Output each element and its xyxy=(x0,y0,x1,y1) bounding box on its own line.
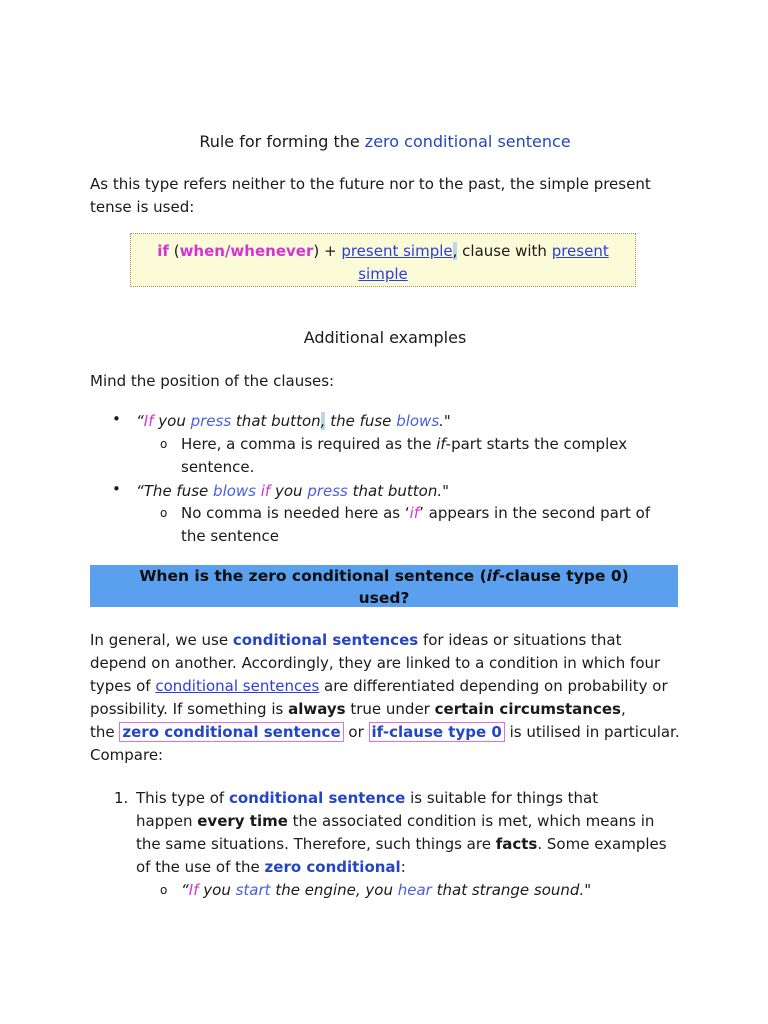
gen-l4a: possibility. If something is xyxy=(90,700,289,718)
rule-when: when/whenever xyxy=(179,242,314,260)
ex1-rest: the fuse xyxy=(325,412,397,430)
gen-l4d: certain circumstances xyxy=(434,700,621,718)
if-clause-type-0-link[interactable]: if-clause type 0 xyxy=(369,722,505,742)
ex2-quote: “The fuse xyxy=(136,482,214,500)
section-heading-band xyxy=(90,565,678,607)
section-title-additional: Additional examples xyxy=(303,328,467,347)
intro-paragraph: As this type refers neither to the future nor to the past, the simple present tense is used: xyxy=(90,175,651,216)
li-l2b: every time xyxy=(197,812,288,830)
bullet-dot: • xyxy=(112,480,121,498)
rule-comma: , xyxy=(452,242,458,260)
ex1-blows: blows xyxy=(396,412,440,430)
present-simple-link-1[interactable]: present simple xyxy=(341,242,453,260)
sub-bullet: o xyxy=(160,883,168,897)
ex1-note-if: if xyxy=(436,435,446,453)
ex2-if: if xyxy=(256,482,271,500)
li-l3: the same situations. Therefore, such things are xyxy=(136,835,496,853)
gen-l1a: In general, we use xyxy=(90,631,233,649)
sub-bullet: o xyxy=(160,437,168,451)
ex1-if: If xyxy=(143,412,154,430)
gen-l3c: are differentiated depending on probability or xyxy=(319,677,668,695)
gen-l5a: the xyxy=(90,723,120,741)
list-example xyxy=(181,879,681,902)
gen-l2: depend on another. Accordingly, they are linked to a condition in which four xyxy=(90,654,661,672)
li-ex-start: start xyxy=(235,881,271,899)
rule-mid-text: clause with xyxy=(457,242,552,260)
li-l4c: : xyxy=(400,858,406,876)
gen-l1b: conditional sentences xyxy=(232,631,419,649)
ex2-blows: blows xyxy=(213,482,256,500)
list-number: 1. xyxy=(114,789,129,807)
zero-conditional-link[interactable]: zero conditional sentence xyxy=(119,722,343,742)
example-1 xyxy=(136,410,676,433)
gen-l4b: always xyxy=(288,700,346,718)
conditional-sentences-link[interactable]: conditional sentences xyxy=(155,677,320,695)
band-text-c: used? xyxy=(358,589,410,607)
li-l1c: is suitable for things that xyxy=(405,789,599,807)
ex1-you: you xyxy=(153,412,191,430)
band-text-a: When is the zero conditional sentence ( xyxy=(139,567,487,585)
example-2-note xyxy=(181,502,681,548)
ex2-end: that button." xyxy=(347,482,450,500)
rule-open-paren: ( xyxy=(168,242,180,260)
ex1-comma: , xyxy=(320,412,326,430)
gen-l3a: types of xyxy=(90,677,156,695)
present-simple-link-2[interactable]: present simple xyxy=(358,242,609,283)
ex1-note-c: sentence. xyxy=(181,458,255,476)
li-l3c: . Some examples xyxy=(537,835,667,853)
li-l2a: happen xyxy=(136,812,198,830)
title-highlight: zero conditional sentence xyxy=(364,132,571,151)
ex2-you: you xyxy=(270,482,308,500)
li-l4b: zero conditional xyxy=(264,858,401,876)
ex1-that: that button xyxy=(231,412,321,430)
li-ex-if: If xyxy=(188,881,199,899)
gen-l4e: , xyxy=(620,700,626,718)
general-paragraph xyxy=(90,629,690,767)
gen-l5e: is utilised in particular. xyxy=(504,723,680,741)
band-text-b: -clause type 0) xyxy=(498,567,629,585)
ex1-note-b: -part starts the complex xyxy=(445,435,628,453)
li-ex-end: that strange sound." xyxy=(431,881,592,899)
ex1-note-a: Here, a comma is required as the xyxy=(181,435,437,453)
li-l1b: conditional sentence xyxy=(228,789,406,807)
li-l2c: the associated condition is met, which means in xyxy=(287,812,655,830)
ex1-quote: “ xyxy=(136,412,144,430)
band-if: if xyxy=(486,567,499,585)
gen-l5c: or xyxy=(343,723,369,741)
gen-l6: Compare: xyxy=(90,746,164,764)
li-ex-mid: the engine, you xyxy=(270,881,398,899)
gen-l1c: for ideas or situations that xyxy=(418,631,622,649)
ex2-press: press xyxy=(307,482,348,500)
ex1-press: press xyxy=(190,412,232,430)
li-l1a: This type of xyxy=(136,789,229,807)
gen-l4c: true under xyxy=(345,700,435,718)
li-ex-hear: hear xyxy=(397,881,432,899)
rule-formula-box xyxy=(130,233,636,287)
ex1-end: ." xyxy=(439,412,451,430)
li-ex-quote: “ xyxy=(181,881,189,899)
li-l4a: of the use of the xyxy=(136,858,265,876)
li-ex-you: you xyxy=(198,881,236,899)
section-title-rule xyxy=(90,130,680,153)
ex2-note-b: ’ appears in the second part of xyxy=(419,504,651,522)
ex2-note-if: if xyxy=(409,504,420,522)
sub-bullet: o xyxy=(160,506,168,520)
mind-text: Mind the position of the clauses: xyxy=(90,372,335,390)
rule-if: if xyxy=(157,242,169,260)
example-2 xyxy=(136,480,676,503)
bullet-dot: • xyxy=(112,410,121,428)
list-item-1 xyxy=(136,787,681,879)
ex2-note-a: No comma is needed here as ‘ xyxy=(181,504,410,522)
ex2-note-c: the sentence xyxy=(181,527,280,545)
rule-plus: ) + xyxy=(313,242,342,260)
example-1-note xyxy=(181,433,681,479)
title-prefix: Rule for forming the xyxy=(199,132,365,151)
li-l3b: facts xyxy=(495,835,538,853)
